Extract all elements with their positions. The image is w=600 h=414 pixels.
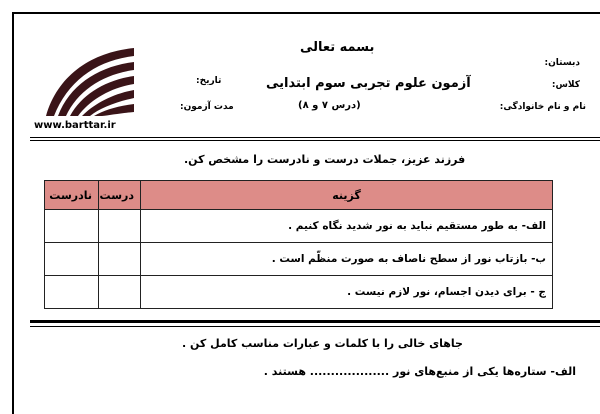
section-divider-thick: [30, 320, 600, 323]
date-label: تاریخ:: [196, 76, 222, 86]
logo-url: www.barttar.ir: [34, 120, 116, 131]
barttar-logo: [38, 44, 138, 124]
table-row: [45, 210, 553, 243]
false-answer-cell[interactable]: [45, 210, 99, 243]
column-header-option: گزینه: [141, 181, 553, 210]
school-label: دبستان:: [544, 58, 580, 68]
exam-title: آزمون علوم تجربی سوم ابتدایی: [266, 76, 471, 91]
class-label: کلاس:: [551, 80, 580, 90]
statement-text: ب- بازتاب نور از سطح ناصاف به صورت منظّم است .: [141, 243, 553, 276]
column-header-true: درست: [99, 181, 141, 210]
column-header-false: نادرست: [45, 181, 99, 210]
name-label: نام و نام خانوادگی:: [499, 102, 586, 112]
lessons: (درس ۷ و ۸): [298, 100, 361, 111]
false-answer-cell[interactable]: [45, 276, 99, 309]
table-row: [45, 276, 553, 309]
statement-text: ج - برای دیدن اجسام، نور لازم نیست .: [141, 276, 553, 309]
section1-instruction: فرزند عزیز، جملات درست و نادرست را مشخص کن.: [184, 153, 466, 166]
section2-instruction: جاهای خالی را با کلمات و عبارات مناسب کامل کن .: [182, 337, 463, 350]
table-header-row: [45, 181, 553, 210]
true-false-table: [44, 180, 553, 309]
true-answer-cell[interactable]: [99, 276, 141, 309]
statement-text: الف- به طور مستقیم نباید به نور شدید نگاه کنیم .: [141, 210, 553, 243]
section-divider-thin: [30, 326, 600, 327]
fill-blank-item: الف- ستاره‌ها یکی از منبع‌های نور ................... هستند .: [263, 365, 576, 378]
duration-label: مدت آزمون:: [180, 102, 234, 112]
header-divider-top: [30, 137, 600, 138]
true-answer-cell[interactable]: [99, 210, 141, 243]
true-answer-cell[interactable]: [99, 243, 141, 276]
bismillah: بسمه تعالی: [300, 40, 375, 55]
table-row: [45, 243, 553, 276]
header-divider-bottom: [30, 140, 600, 141]
false-answer-cell[interactable]: [45, 243, 99, 276]
